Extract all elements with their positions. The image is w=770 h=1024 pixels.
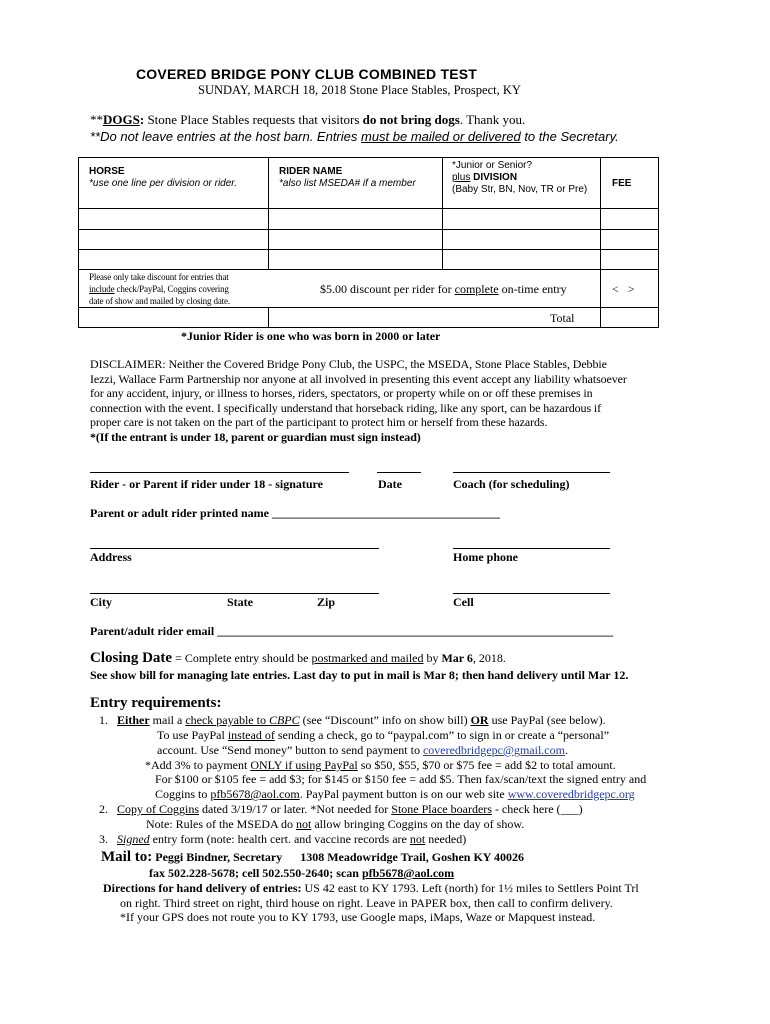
req3-text: entry form (note: health cert. and vaccine records are xyxy=(149,832,410,846)
state-label: State xyxy=(227,595,253,609)
coggins-email[interactable]: pfb5678@aol.com xyxy=(210,787,300,801)
entries-text-end: to the Secretary. xyxy=(520,129,619,144)
email-field[interactable]: Parent/adult rider email __________________________________________________________________ xyxy=(90,624,614,638)
page-subtitle: SUNDAY, MARCH 18, 2018 Stone Place Stables, Prospect, KY xyxy=(198,83,521,97)
mail-contact-line xyxy=(149,866,454,881)
home-phone-label: Home phone xyxy=(453,550,519,564)
discount-note xyxy=(89,271,269,307)
add3-text2: so $50, $55, $70 or $75 fee = add $2 to total amount. xyxy=(357,758,616,772)
cell-label: Cell xyxy=(453,595,474,609)
address-label: Address xyxy=(90,550,132,564)
req2-coggins: Copy of Coggins xyxy=(117,802,200,816)
add3-text: *Add 3% to payment xyxy=(145,758,251,772)
paypal-fee-line-1 xyxy=(145,758,616,773)
req2-boarders: Stone Place boarders xyxy=(391,802,492,816)
directions-line-1 xyxy=(103,881,639,896)
mseda-text2: allow bringing Coggins on the day of show. xyxy=(311,817,525,831)
dogs-thanks: . Thank you. xyxy=(459,112,526,127)
requirement-2 xyxy=(99,802,583,817)
dogs-label: DOGS xyxy=(103,112,140,127)
discount-checkbox[interactable]: < > xyxy=(612,282,635,296)
paypal-instead: instead of xyxy=(227,728,275,742)
req2-text: dated 3/19/17 or later. *Not needed for xyxy=(199,802,392,816)
division-plus: plus xyxy=(452,172,471,183)
division-column-header xyxy=(452,160,592,196)
req2-close: ) xyxy=(578,802,583,816)
show-bill-note: See show bill for managing late entries. Last day to put in mail is Mar 8; then hand delivery until Mar 12. xyxy=(90,668,629,682)
rider-column-header xyxy=(279,166,429,190)
rider-input-row-3[interactable] xyxy=(270,251,441,268)
mail-phone: fax 502.228-5678; cell 502.550-2640; scan xyxy=(149,866,362,880)
rider-sub: *also list MSEDA# if a member xyxy=(279,178,416,189)
closing-by: by xyxy=(423,651,442,665)
horse-column-header xyxy=(89,166,259,190)
fee-input-row-2[interactable] xyxy=(602,231,657,248)
fee-input-row-3[interactable] xyxy=(602,251,657,268)
paypal-line-1 xyxy=(157,728,609,743)
horse-input-row-2[interactable] xyxy=(80,231,267,248)
dogs-colon: : xyxy=(139,112,145,127)
closing-text: = Complete entry should be xyxy=(172,651,312,665)
paypal-text2: sending a check, go to “paypal.com” to sign in or create a “personal” xyxy=(274,728,610,742)
closing-year: , 2018. xyxy=(472,651,506,665)
req2-text2: - check here ( xyxy=(491,802,561,816)
mseda-note xyxy=(146,817,524,832)
req1-either: Either xyxy=(117,713,150,727)
mail-to-line xyxy=(101,849,524,866)
boarder-checkbox[interactable]: ___ xyxy=(560,802,579,816)
division-input-row-2[interactable] xyxy=(444,231,599,248)
cell-line[interactable] xyxy=(453,593,610,594)
disclaimer-line: for any accident, injury, or illness to horses, riders, spectators, or property while on or off these premises in xyxy=(90,386,593,401)
req1-text3: use PayPal (see below). xyxy=(488,713,606,727)
home-phone-line[interactable] xyxy=(453,548,610,549)
requirement-3 xyxy=(99,832,466,847)
rider-input-row-2[interactable] xyxy=(270,231,441,248)
coggins-text2: . PayPal payment button is on our web site xyxy=(299,787,508,801)
mail-email[interactable]: pfb5678@aol.com xyxy=(361,866,455,880)
req1-or: OR xyxy=(470,713,489,727)
address-line[interactable] xyxy=(90,548,379,549)
coggins-line xyxy=(155,787,635,802)
req1-text2: (see “Discount” info on show bill) xyxy=(299,713,471,727)
req3-text2: needed) xyxy=(425,832,467,846)
discount-note-line1: Please only take discount for entries that xyxy=(89,272,229,282)
req1-cbpc: CBPC xyxy=(268,713,300,727)
horse-header: HORSE xyxy=(89,166,125,177)
page-title: COVERED BRIDGE PONY CLUB COMBINED TEST xyxy=(136,66,478,82)
dogs-prefix: ** xyxy=(90,112,103,127)
disclaimer-line: Iezzi, Wallace Farm Partnership nor anyone at all involved in presenting this event accept any liability whatsoever xyxy=(90,371,627,386)
discount-text-start: $5.00 discount per rider for xyxy=(320,282,455,296)
mail-heading: Mail to: xyxy=(101,849,153,865)
req-number: 1. xyxy=(99,713,108,727)
junior-note: *Junior Rider is one who was born in 2000 or later xyxy=(181,329,441,343)
rider-input-row-1[interactable] xyxy=(270,210,441,228)
horse-sub: *use one line per division or rider. xyxy=(89,178,238,189)
total-input[interactable] xyxy=(602,309,657,326)
paypal-email-link[interactable]: coveredbridgepc@gmail.com xyxy=(422,743,565,757)
disclaimer-block xyxy=(90,357,627,445)
closing-postmarked: postmarked and mailed xyxy=(311,651,424,665)
fee-column-header: FEE xyxy=(612,178,632,189)
closing-heading: Closing Date xyxy=(90,650,173,666)
discount-text xyxy=(320,282,567,297)
discount-note-line3: date of show and mailed by closing date. xyxy=(89,296,230,306)
req-number: 2. xyxy=(99,802,108,816)
signature-line[interactable] xyxy=(90,472,349,473)
requirement-1 xyxy=(99,713,606,728)
req-number: 3. xyxy=(99,832,108,846)
directions-heading: Directions for hand delivery of entries: xyxy=(103,881,302,895)
req1-text: mail a xyxy=(149,713,186,727)
division-input-row-1[interactable] xyxy=(444,210,599,228)
fee-input-row-1[interactable] xyxy=(602,210,657,228)
printed-name-field[interactable]: Parent or adult rider printed name ______________________________________ xyxy=(90,506,500,520)
closing-date-line xyxy=(90,650,506,667)
horse-input-row-1[interactable] xyxy=(80,210,267,228)
directions-line-2: on right. Third street on right, third house on right. Leave in PAPER box, then call to confirm delivery. xyxy=(120,896,613,910)
discount-complete: complete xyxy=(454,282,499,296)
division-sub: (Baby Str, BN, Nov, TR or Pre) xyxy=(452,184,588,195)
guardian-note: *(If the entrant is under 18, parent or guardian must sign instead) xyxy=(90,429,421,444)
mail-address: Peggi Bindner, Secretary 1308 Meadowridge Trail, Goshen KY 40026 xyxy=(152,850,524,864)
coach-label: Coach (for scheduling) xyxy=(453,477,570,491)
date-line[interactable] xyxy=(377,472,421,473)
disclaimer-line: DISCLAIMER: Neither the Covered Bridge Pony Club, the USPC, the MSEDA, Stone Place Stables, Debbie xyxy=(90,357,607,371)
directions-line-3: *If your GPS does not route you to KY 1793, use Google maps, iMaps, Waze or Mapquest instead. xyxy=(120,910,596,924)
discount-text-end: on-time entry xyxy=(498,282,567,296)
dogs-text: Stone Place Stables requests that visitors xyxy=(144,112,363,127)
dogs-bold: do not bring dogs xyxy=(362,112,460,127)
requirements-heading: Entry requirements: xyxy=(90,695,222,711)
horse-input-row-3[interactable] xyxy=(80,251,267,268)
add3-only: ONLY if using PayPal xyxy=(250,758,358,772)
division-input-row-3[interactable] xyxy=(444,251,599,268)
mseda-text: Note: Rules of the MSEDA do xyxy=(146,817,296,831)
paypal-period: . xyxy=(564,743,568,757)
date-label: Date xyxy=(378,477,402,491)
paypal-fee-line-2: For $100 or $105 fee = add $3; for $145 or $150 fee = add $5. Then fax/scan/text the signed entry and xyxy=(155,772,647,786)
req3-not: not xyxy=(409,832,426,846)
disclaimer-line: proper care is not taken on the part of the participant to protect him or herself from these hazards. xyxy=(90,415,548,430)
directions-text: US 42 east to KY 1793. Left (north) for 1½ miles to Settlers Point Trl xyxy=(301,881,639,895)
discount-note-line2: check/PayPal, Coggins covering xyxy=(114,284,229,294)
closing-date: Mar 6 xyxy=(441,651,473,665)
disclaimer-line: connection with the event. I specifically understand that horseback riding, like any sport, can be hazardous if xyxy=(90,400,602,415)
coggins-text: Coggins to xyxy=(155,787,211,801)
city-label: City xyxy=(90,595,112,609)
rider-header: RIDER NAME xyxy=(279,166,343,177)
mseda-not: not xyxy=(296,817,312,831)
req1-check: check payable to xyxy=(185,713,269,727)
req3-signed: Signed xyxy=(117,832,150,846)
zip-label: Zip xyxy=(317,595,336,609)
paypal-send: account. Use “Send money” button to send payment to xyxy=(157,743,423,757)
entries-text: **Do not leave entries at the host barn. Entries xyxy=(90,129,361,144)
paypal-text: To use PayPal xyxy=(157,728,228,742)
discount-note-include: include xyxy=(89,284,115,294)
entries-underlined: must be mailed or delivered xyxy=(361,129,521,144)
rider-signature-label: Rider - or Parent if rider under 18 - signature xyxy=(90,477,323,491)
paypal-line-2 xyxy=(157,743,568,758)
website-link[interactable]: www.coveredbridgepc.org xyxy=(507,787,635,801)
city-state-zip-line[interactable] xyxy=(90,593,379,594)
division-line1: *Junior or Senior? xyxy=(452,160,533,171)
total-label: Total xyxy=(550,311,575,325)
division-bold: DIVISION xyxy=(473,172,518,183)
coach-line[interactable] xyxy=(453,472,610,473)
